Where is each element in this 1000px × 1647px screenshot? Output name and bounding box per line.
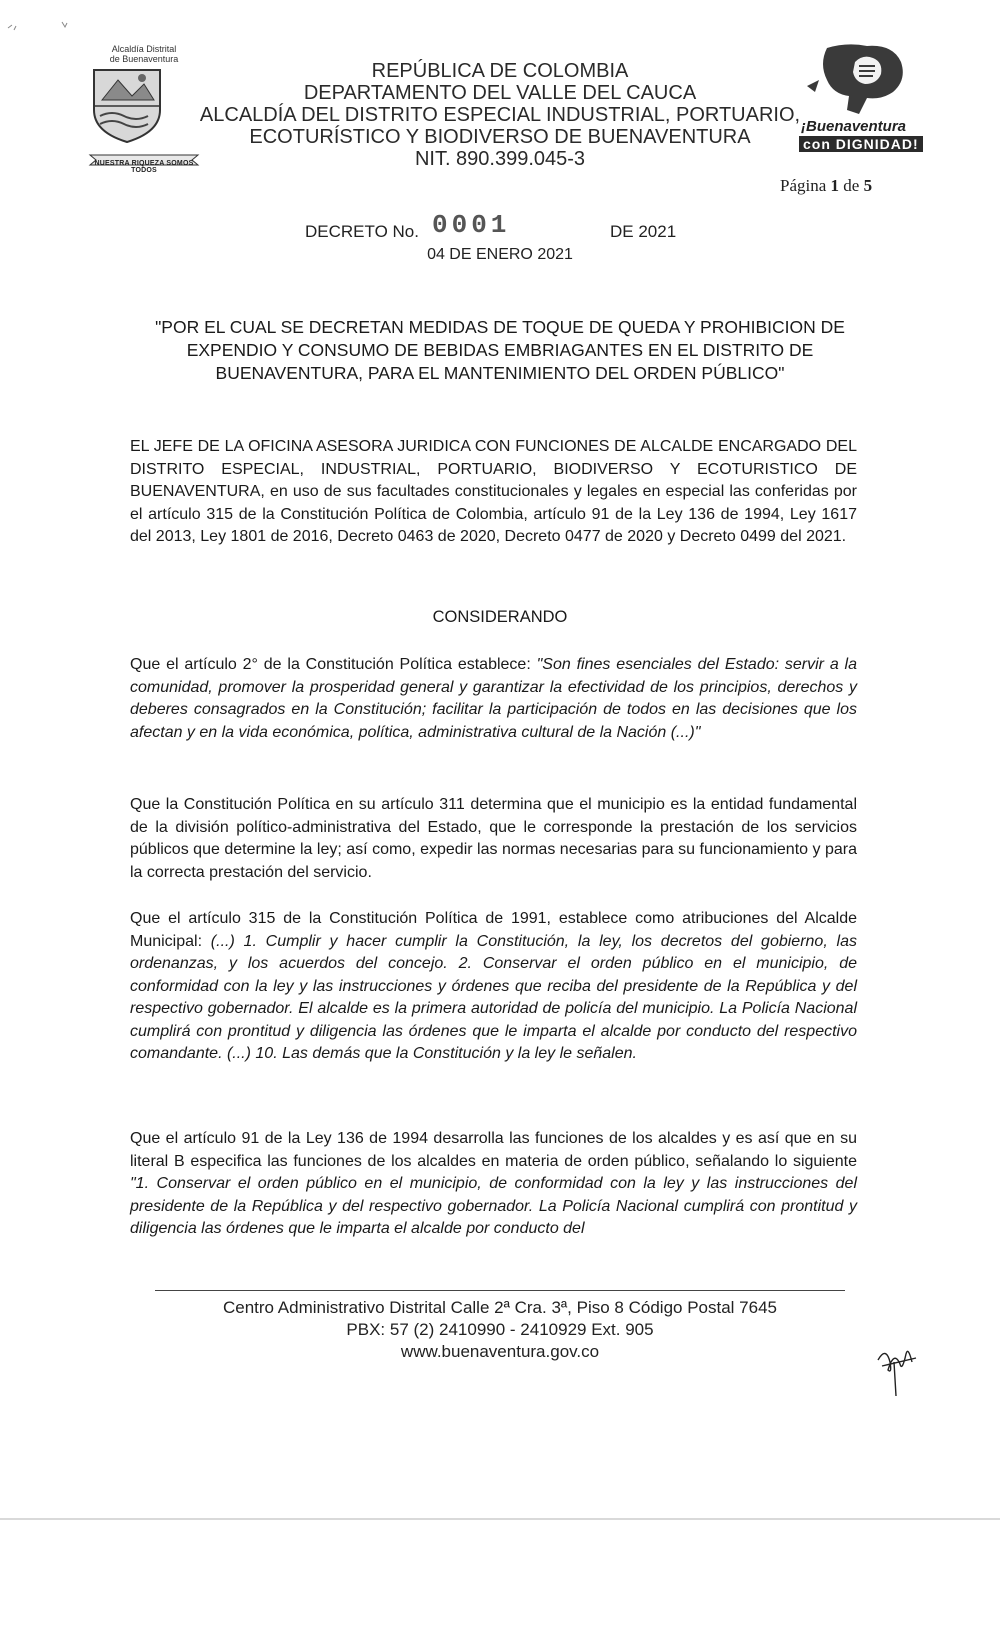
intro-paragraph (130, 436, 857, 549)
page-current: 1 (830, 176, 840, 195)
footer-divider (155, 1290, 845, 1291)
p1-text: Que el artículo 2° de la Constitución Política establece: (130, 656, 537, 673)
footer-website: www.buenaventura.gov.co (400, 1342, 600, 1361)
scan-edge-line (0, 1518, 1000, 1520)
paragraph-article-311: Que la Constitución Política en su artículo 311 determina que el municipio es la entidad fundamental de la división político-administrativa del Estado, que le corresponde la prestación de los servicios públicos que determine la ley; así como, expedir las normas necesarias para su funcionamiento y para la correcta prestación del servicio. (130, 796, 857, 881)
intro-rest: en uso de sus facultades constitucionales y legales en especial las conferidas por el artículo 315 de la Constitución Política de Colombia, artículo 91 de la Ley 136 de 1994, Ley 1617 del 2013, Ley 1801 de 2016, Decreto 0463 de 2020, Decreto 0477 de 2020 y Decreto 0499 del 2021. (130, 483, 857, 545)
page-mid: de (839, 176, 864, 195)
decree-title (150, 316, 850, 385)
page-total: 5 (863, 176, 873, 195)
paragraph-ley-136 (130, 1128, 857, 1241)
district-coat-of-arms-logo (88, 44, 200, 174)
p3-quote: (...) 1. Cumplir y hacer cumplir la Constitución, la ley, los decretos del gobierno, las ordenanzas, y los acuerdos del concejo. 2. Conservar el orden público en el municipio, de conformidad con la ley y las instrucciones y órdenes que reciba del presidente de la República y del respectivo gobernador. El alcalde es la primera autoridad de policía del municipio. La Policía Nacional cumplirá con prontitud y diligencia las órdenes que le imparta el alcalde por conducto del respectivo comandante. (...) 10. Las demás que la Constitución y la ley le señalen. (130, 932, 857, 1062)
raised-fist-map-icon (797, 40, 922, 120)
paragraph-article-2 (130, 654, 857, 744)
header-line-2: DEPARTAMENTO DEL VALLE DEL CAUCA (303, 82, 697, 104)
p4-quote: "1. Conservar el orden público en el municipio, de conformidad con la ley y las instrucciones del presidente de la República y del respectivo gobernador. La Policía Nacional cumplirá con prontitud y diligencia las órdenes que le imparta el alcalde por conducto del (130, 1175, 857, 1237)
decree-label: DECRETO No. (305, 222, 419, 241)
paragraph-article-315 (130, 908, 857, 1066)
signature-icon (872, 1340, 922, 1400)
title-line-2: EXPENDIO Y CONSUMO DE BEBIDAS EMBRIAGANTES EN EL DISTRITO DE (186, 340, 814, 360)
buenaventura-con-dignidad-logo (797, 40, 922, 160)
brand-line-1: ¡Buenaventura (801, 118, 907, 135)
considerando-heading: CONSIDERANDO (432, 608, 568, 626)
shield-icon (88, 66, 166, 144)
page-prefix: Página (780, 176, 831, 195)
decree-year: DE 2021 (610, 222, 677, 241)
brand-line-2: con DIGNIDAD! (799, 136, 923, 152)
title-line-1: "POR EL CUAL SE DECRETAN MEDIDAS DE TOQUE DE QUEDA Y PROHIBICION DE (155, 317, 845, 337)
logo-ribbon-text: NUESTRA RIQUEZA SOMOS TODOS (94, 160, 194, 174)
decree-number-stamp: 0001 (432, 210, 511, 240)
letterhead (190, 60, 810, 170)
p1-quote: "Son fines esenciales del Estado: servir a la comunidad, promover la prosperidad general y garantizar la efectividad de los principios, derechos y deberes consagrados en la Constitución; facilitar la participación de todos en las decisiones que los afectan y en la vida económica, política, administrativa cultural de la Nación (...)" (130, 656, 858, 741)
decree-row (0, 210, 1000, 250)
footer-address: Centro Administrativo Distrital Calle 2ª Cra. 3ª, Piso 8 Código Postal 7645 (222, 1298, 777, 1317)
logo-caption-2: de Buenaventura (109, 54, 179, 64)
header-line-4: ECOTURÍSTICO Y BIODIVERSO DE BUENAVENTURA (249, 126, 751, 148)
header-line-5: NIT. 890.399.045-3 (414, 148, 586, 170)
logo-caption-1: Alcaldía Distrital (111, 44, 177, 54)
footer-phone: PBX: 57 (2) 2410990 - 2410929 Ext. 905 (346, 1320, 654, 1339)
scan-mark-icon (4, 18, 74, 34)
header-line-3: ALCALDÍA DEL DISTRITO ESPECIAL INDUSTRIAL, PORTUARIO, (199, 104, 801, 126)
footer (0, 1297, 1000, 1363)
p4-text: Que el artículo 91 de la Ley 136 de 1994 desarrolla las funciones de los alcaldes y es así que en su literal B especifica las funciones de los alcaldes en materia de orden público, señalando lo siguiente (130, 1130, 857, 1170)
header-line-1: REPÚBLICA DE COLOMBIA (371, 60, 629, 82)
p3-text: Que el artículo 315 de la Constitución Política de 1991, establece como atribuciones del Alcalde Municipal: (130, 910, 857, 950)
decree-date: 04 DE ENERO 2021 (427, 246, 573, 263)
title-line-3: BUENAVENTURA, PARA EL MANTENIMIENTO DEL ORDEN PÚBLICO" (215, 363, 785, 383)
page-number (780, 176, 872, 196)
intro-lead: EL JEFE DE LA OFICINA ASESORA JURIDICA CON FUNCIONES DE ALCALDE ENCARGADO DEL DISTRITO ESPECIAL, INDUSTRIAL, PORTUARIO, BIODIVERSO Y ECOTURISTICO DE BUENAVENTURA, (130, 438, 857, 500)
